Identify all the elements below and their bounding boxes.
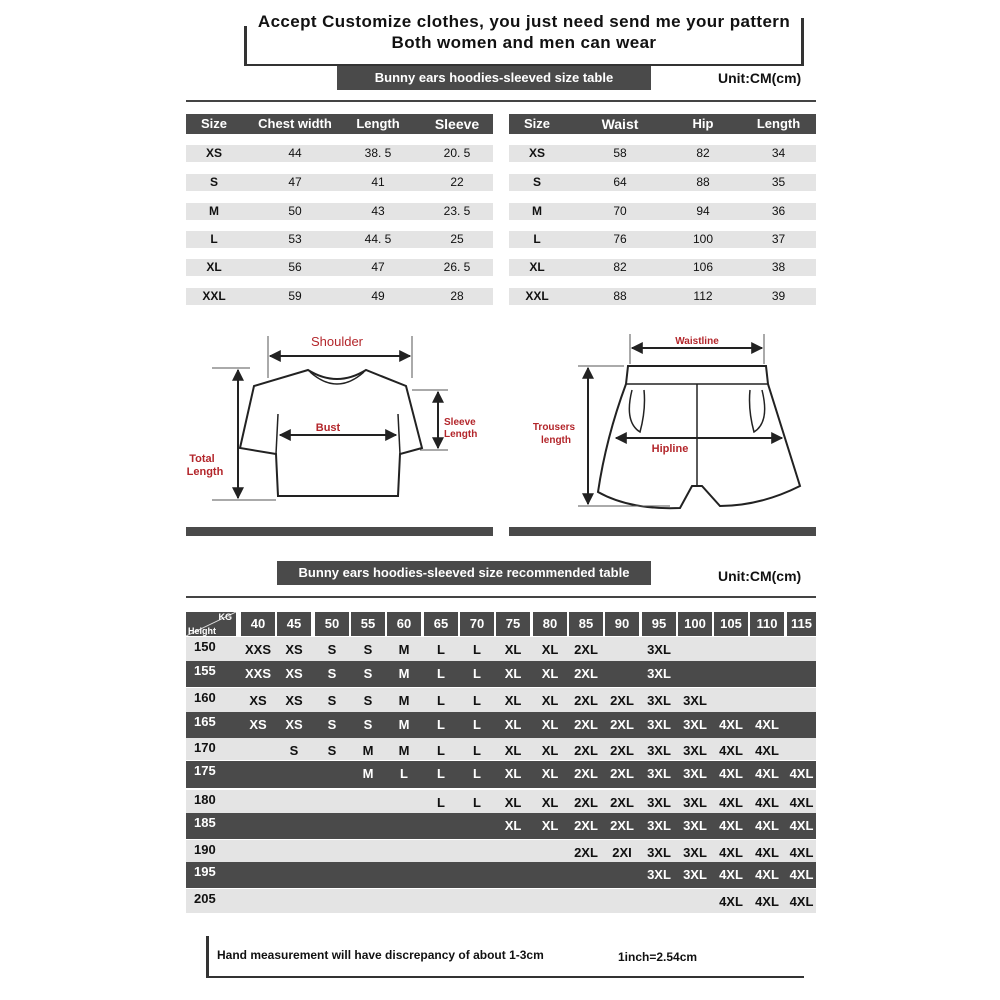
size-cell: 4XL [719, 845, 743, 860]
bottom-size-cell: 34 [771, 146, 786, 160]
size-cell: 4XL [755, 766, 779, 781]
top-size-cell: 44 [288, 146, 302, 160]
size-cell: 2XI [612, 845, 632, 860]
size-cell: L [473, 743, 481, 758]
size-cell: M [398, 743, 410, 758]
bottom-size-cell: 37 [771, 232, 786, 246]
size-cell: XL [541, 743, 559, 758]
bottom-header-waist: Waist [601, 116, 639, 132]
top-size-cell: 23. 5 [443, 204, 471, 218]
bottom-size-cell: 36 [771, 204, 786, 218]
height-cell: 190 [194, 842, 216, 857]
top-size-cell: XS [205, 146, 222, 160]
top-size-cell: 53 [288, 232, 302, 246]
recommend-row [186, 889, 816, 913]
height-cell: 170 [194, 740, 216, 755]
top-size-cell: 22 [450, 175, 464, 189]
top-size-cell: 20. 5 [443, 146, 471, 160]
sleeve-label-2: Length [444, 429, 478, 440]
size-table-banner: Bunny ears hoodies-sleeved size table [337, 66, 651, 90]
recommend-unit: Unit:CM(cm) [718, 568, 802, 584]
shirt-diagram-bar [186, 527, 493, 536]
bottom-size-cell: 64 [613, 175, 627, 189]
size-cell: 2XL [610, 795, 634, 810]
size-table-unit: Unit:CM(cm) [718, 70, 802, 86]
height-cell: 175 [194, 763, 216, 778]
corner-height: Height [188, 626, 216, 636]
bottom-size-cell: 38 [771, 260, 786, 274]
height-cell: 165 [194, 714, 216, 729]
bottom-size-cell: M [532, 204, 542, 218]
footer-box [206, 936, 804, 978]
size-cell: M [398, 693, 410, 708]
size-cell: S [327, 642, 337, 657]
size-cell: S [289, 743, 299, 758]
bottom-header-hip: Hip [692, 116, 714, 131]
height-cell: 205 [194, 891, 216, 906]
hipline-label: Hipline [651, 443, 689, 455]
bottom-size-cell: 76 [613, 232, 627, 246]
bottom-size-row [509, 259, 816, 276]
size-cell: 4XL [755, 867, 779, 882]
size-cell: S [327, 693, 337, 708]
shorts-diagram [520, 328, 816, 518]
top-size-cell: 44. 5 [364, 232, 392, 246]
size-cell: M [398, 717, 410, 732]
kg-header: 75 [496, 612, 530, 636]
kg-header: 100 [678, 612, 712, 636]
top-size-cell: 41 [371, 175, 385, 189]
size-cell: L [400, 766, 408, 781]
corner-kg: KG [218, 612, 232, 622]
size-cell: 3XL [683, 867, 707, 882]
height-cell: 195 [194, 864, 216, 879]
size-cell: 2XL [610, 743, 634, 758]
recommend-row [186, 840, 816, 862]
height-cell: 180 [194, 792, 216, 807]
size-cell: 4XL [789, 894, 814, 909]
recommend-row [186, 688, 816, 712]
size-cell: 4XL [719, 867, 743, 882]
kg-header: 50 [315, 612, 349, 636]
size-cell: XXS [244, 666, 271, 681]
size-cell: L [473, 795, 481, 810]
total-label-1: Total [189, 453, 215, 465]
kg-header: 95 [642, 612, 676, 636]
size-cell: XL [504, 642, 522, 657]
size-cell: XS [285, 642, 303, 657]
top-size-cell: 47 [288, 175, 302, 189]
size-cell: S [363, 717, 373, 732]
size-cell: 4XL [719, 743, 743, 758]
size-cell: 3XL [647, 717, 671, 732]
bottom-size-row [509, 203, 816, 220]
height-cell: 150 [194, 639, 216, 654]
size-cell: XL [504, 766, 522, 781]
recommend-row [186, 862, 816, 888]
top-size-cell: 26. 5 [443, 260, 471, 274]
size-cell: 4XL [755, 795, 779, 810]
size-cell: L [437, 693, 445, 708]
top-size-row [186, 145, 493, 162]
size-cell: S [327, 717, 337, 732]
bottom-size-table-header [509, 114, 816, 134]
kg-header: 40 [241, 612, 275, 636]
shorts-diagram-bar [509, 527, 816, 536]
bottom-size-cell: L [533, 232, 541, 246]
recommend-row [186, 738, 816, 760]
top-header-chest: Chest width [258, 116, 332, 131]
size-cell: 4XL [755, 894, 779, 909]
bottom-size-row [509, 174, 816, 191]
size-cell: 3XL [683, 693, 707, 708]
size-cell: L [473, 693, 481, 708]
size-cell: XL [504, 693, 522, 708]
size-cell: XL [541, 693, 559, 708]
size-cell: 4XL [719, 717, 743, 732]
top-size-cell: L [210, 232, 218, 246]
bottom-size-row [509, 288, 816, 305]
height-cell: 185 [194, 815, 216, 830]
footer-bottom-border [206, 976, 804, 978]
size-cell: XL [504, 666, 522, 681]
top-size-row [186, 203, 493, 220]
footer-left-border [206, 936, 209, 978]
size-cell: M [362, 743, 374, 758]
top-size-cell: XXL [202, 289, 226, 303]
size-cell: XS [249, 693, 267, 708]
size-cell: XL [541, 766, 559, 781]
top-size-cell: S [209, 175, 218, 189]
size-cell: 3XL [647, 766, 671, 781]
size-cell: S [363, 693, 373, 708]
bottom-size-cell: 100 [692, 232, 714, 246]
top-size-cell: 47 [371, 260, 385, 274]
recommend-row [186, 712, 816, 738]
kg-header: 115 [787, 612, 816, 636]
bottom-size-cell: 112 [693, 289, 713, 303]
size-cell: 3XL [647, 867, 671, 882]
bottom-header-size: Size [523, 116, 550, 131]
size-cell: 4XL [719, 795, 743, 810]
bottom-size-cell: XS [528, 146, 545, 160]
size-cell: 2XL [574, 766, 598, 781]
size-cell: L [473, 642, 481, 657]
size-cell: 4XL [755, 717, 779, 732]
bottom-size-cell: 70 [613, 204, 627, 218]
top-size-table-header [186, 114, 493, 134]
size-cell: L [437, 743, 445, 758]
size-cell: 2XL [574, 845, 598, 860]
size-cell: XXS [244, 642, 271, 657]
size-cell: 2XL [574, 642, 598, 657]
size-cell: XS [249, 717, 267, 732]
top-size-row [186, 288, 493, 305]
size-cell: M [362, 766, 374, 781]
shoulder-label: Shoulder [310, 334, 364, 349]
size-cell: XL [504, 717, 522, 732]
bottom-size-cell: XXL [525, 289, 549, 303]
top-size-cell: 50 [288, 204, 302, 218]
size-cell: 2XL [574, 666, 598, 681]
size-cell: 2XL [574, 818, 598, 833]
recommend-row [186, 790, 816, 813]
bottom-size-cell: 35 [771, 175, 786, 189]
size-cell: 4XL [789, 845, 814, 860]
top-size-row [186, 259, 493, 276]
size-cell: XL [541, 666, 559, 681]
total-label-2: Length [186, 466, 224, 478]
bottom-size-cell: 82 [696, 146, 710, 160]
size-cell: L [437, 795, 445, 810]
size-cell: S [363, 666, 373, 681]
size-cell: 3XL [683, 717, 707, 732]
bottom-size-cell: 58 [613, 146, 627, 160]
recommend-row [186, 761, 816, 788]
size-cell: 3XL [647, 666, 671, 681]
top-size-cell: M [209, 204, 219, 218]
top-header-sleeve: Sleeve [434, 116, 480, 132]
header-line-1: Accept Customize clothes, you just need send me your pattern [257, 12, 791, 31]
corner-cell [186, 612, 236, 636]
size-cell: L [437, 642, 445, 657]
size-cell: 2XL [574, 717, 598, 732]
height-cell: 160 [194, 690, 216, 705]
size-cell: XS [285, 717, 303, 732]
header-line-2: Both women and men can wear [391, 33, 657, 52]
size-cell: 3XL [647, 743, 671, 758]
size-table-divider [186, 100, 816, 102]
bottom-header-length: Length [756, 116, 801, 131]
size-cell: L [473, 666, 481, 681]
trousers-label-2: length [541, 435, 571, 446]
size-cell: XL [504, 743, 522, 758]
size-cell: 4XL [755, 845, 779, 860]
size-cell: S [363, 642, 373, 657]
recommend-row [186, 813, 816, 839]
top-size-cell: 56 [288, 260, 302, 274]
size-cell: XL [504, 818, 522, 833]
size-cell: L [437, 717, 445, 732]
size-cell: XS [285, 693, 303, 708]
size-cell: 3XL [683, 743, 707, 758]
size-cell: L [473, 766, 481, 781]
recommend-row [186, 637, 816, 661]
kg-header: 55 [351, 612, 385, 636]
bottom-size-cell: 106 [692, 260, 714, 274]
size-cell: 3XL [647, 642, 671, 657]
trousers-label-1: Trousers [532, 422, 576, 433]
top-size-row [186, 174, 493, 191]
recommend-banner: Bunny ears hoodies-sleeved size recommended table [277, 561, 651, 585]
bottom-size-row [509, 145, 816, 162]
size-cell: 4XL [789, 766, 814, 781]
top-size-cell: 49 [371, 289, 385, 303]
size-cell: L [473, 717, 481, 732]
size-cell: M [398, 666, 410, 681]
size-cell: S [327, 666, 337, 681]
size-cell: 4XL [789, 818, 814, 833]
header-box [244, 12, 804, 56]
size-cell: L [437, 666, 445, 681]
size-cell: XL [541, 818, 559, 833]
top-size-cell: 59 [288, 289, 302, 303]
size-cell: 4XL [755, 743, 779, 758]
shirt-diagram [180, 328, 500, 518]
top-size-cell: 38. 5 [364, 146, 392, 160]
size-cell: 4XL [719, 818, 743, 833]
size-cell: 4XL [789, 795, 814, 810]
top-size-row [186, 231, 493, 248]
bottom-size-cell: XL [529, 260, 545, 274]
size-cell: 2XL [574, 693, 598, 708]
kg-header: 110 [750, 612, 784, 636]
bottom-size-cell: 88 [696, 175, 710, 189]
size-cell: L [437, 766, 445, 781]
recommend-row [186, 661, 816, 687]
size-cell: 2XL [610, 693, 634, 708]
size-cell: 4XL [719, 766, 743, 781]
kg-header: 105 [714, 612, 748, 636]
kg-header: 45 [277, 612, 311, 636]
top-size-cell: 43 [371, 204, 385, 218]
size-cell: 2XL [574, 743, 598, 758]
waistline-label: Waistline [675, 336, 719, 347]
size-cell: 2XL [574, 795, 598, 810]
kg-header: 85 [569, 612, 603, 636]
kg-header: 80 [533, 612, 567, 636]
height-cell: 155 [194, 663, 216, 678]
bottom-size-cell: 39 [771, 289, 786, 303]
kg-header: 65 [424, 612, 458, 636]
size-cell: XS [285, 666, 303, 681]
size-cell: 3XL [647, 845, 671, 860]
size-cell: 3XL [647, 693, 671, 708]
top-size-cell: 25 [450, 232, 464, 246]
top-size-cell: 28 [450, 289, 464, 303]
kg-header: 70 [460, 612, 494, 636]
size-cell: 3XL [683, 795, 707, 810]
size-cell: 2XL [610, 818, 634, 833]
size-cell: XL [541, 717, 559, 732]
size-cell: 4XL [755, 818, 779, 833]
size-cell: 3XL [647, 795, 671, 810]
size-cell: XL [504, 795, 522, 810]
bottom-size-row [509, 231, 816, 248]
footer-inch: 1inch=2.54cm [618, 950, 698, 964]
size-cell: 2XL [610, 766, 634, 781]
size-cell: M [398, 642, 410, 657]
size-cell: XL [541, 795, 559, 810]
sleeve-label-1: Sleeve [444, 417, 476, 428]
top-header-size: Size [200, 116, 227, 131]
bust-label: Bust [315, 422, 341, 434]
bottom-size-cell: 94 [696, 204, 710, 218]
bottom-size-cell: 82 [613, 260, 627, 274]
top-header-length: Length [356, 116, 400, 131]
recommend-divider [186, 596, 816, 598]
bottom-size-cell: S [532, 175, 541, 189]
bottom-size-cell: 88 [613, 289, 627, 303]
size-cell: XL [541, 642, 559, 657]
top-size-cell: XL [206, 260, 222, 274]
size-cell: 3XL [647, 818, 671, 833]
footer-note: Hand measurement will have discrepancy of about 1-3cm [217, 948, 544, 962]
size-cell: 4XL [719, 894, 743, 909]
size-cell: S [327, 743, 337, 758]
size-cell: 3XL [683, 766, 707, 781]
size-cell: 2XL [610, 717, 634, 732]
kg-header: 60 [387, 612, 421, 636]
size-cell: 4XL [789, 867, 814, 882]
size-cell: 3XL [683, 845, 707, 860]
size-cell: 3XL [683, 818, 707, 833]
kg-header: 90 [605, 612, 639, 636]
